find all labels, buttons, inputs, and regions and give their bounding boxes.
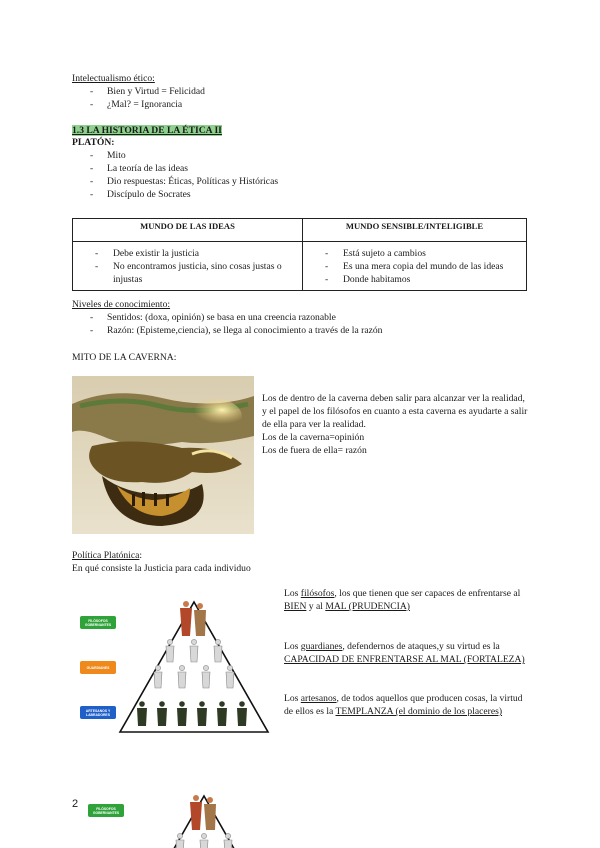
politica-title: Política Platónica xyxy=(72,550,140,561)
politica-block xyxy=(72,549,251,575)
platon-list xyxy=(72,149,278,201)
list-item: - La teoría de las ideas xyxy=(72,162,278,175)
pyramid-icon-2 xyxy=(126,790,282,848)
table-header-ideas: MUNDO DE LAS IDEAS xyxy=(73,219,303,242)
text-fragment: , de todos aquellos que producen cosas, la virtud de ellos es la xyxy=(284,693,523,717)
artesanos-term: artesanos xyxy=(300,693,337,704)
artesanos-text xyxy=(284,692,532,718)
mito-paragraph: Los de dentro de la caverna deben salir para alcanzar ver la realidad, y el papel de los filósofos en cuanto a esta caverna es ayudarte a salir de ella para ver la realidad. xyxy=(262,393,528,430)
guardians-figures xyxy=(154,639,234,688)
artisans-figures xyxy=(137,701,247,726)
politica-subtitle: En qué consiste la Justicia para cada individuo xyxy=(72,563,251,574)
mundos-table xyxy=(72,218,527,291)
pyramid-label-orange: GUARDIANES xyxy=(80,661,116,674)
guardianes-term: guardianes xyxy=(300,641,343,652)
intelectualismo-block xyxy=(72,72,532,111)
list-item: - Razón: (Episteme,ciencia), se llega al conocimiento a través de la razón xyxy=(72,324,542,337)
list-item: - Es una mera copia del mundo de las ideas xyxy=(303,260,524,273)
mal-term: MAL (PRUDENCIA) xyxy=(325,601,410,612)
guardianes-text xyxy=(284,640,532,666)
table-cell-ideas xyxy=(73,242,303,291)
pyramid-diagram xyxy=(76,596,276,736)
text-fragment: Los xyxy=(284,588,301,599)
section-heading: 1.3 LA HISTORIA DE LA ÉTICA II xyxy=(72,125,222,136)
pyramid-label-green: FILÓSOFOS GOBERNANTES xyxy=(80,616,116,629)
list-item: - Donde habitamos xyxy=(303,273,524,286)
page-number: 2 xyxy=(72,798,79,810)
mito-title: MITO DE LA CAVERNA: xyxy=(72,352,177,363)
intelectualismo-title: Intelectualismo ético: xyxy=(72,73,155,84)
mito-text xyxy=(262,392,530,457)
philosophers-figures xyxy=(180,601,206,636)
bien-term: BIEN xyxy=(284,601,307,612)
niveles-list xyxy=(72,311,542,337)
text-fragment: Los xyxy=(284,641,301,652)
platon-label: PLATÓN: xyxy=(72,137,115,148)
niveles-title: Niveles de conocimiento: xyxy=(72,299,171,310)
pyramid-label-blue: ARTESANOS Y LABRADORES xyxy=(80,706,116,719)
text-fragment: , los que tienen que ser capaces de enfrentarse al xyxy=(334,588,521,599)
templanza-term: TEMPLANZA (el dominio de los placeres) xyxy=(335,706,503,717)
cave-illustration xyxy=(72,376,254,534)
list-item: - Discípulo de Socrates xyxy=(72,188,278,201)
table-header-sensible: MUNDO SENSIBLE/INTELIGIBLE xyxy=(303,219,527,242)
list-item: - Sentidos: (doxa, opinión) se basa en una creencia razonable xyxy=(72,311,542,324)
text-fragment: y al xyxy=(306,601,326,612)
list-item: - Está sujeto a cambios xyxy=(303,247,524,260)
list-item: - ¿Mal? = Ignorancia xyxy=(72,98,532,111)
pyramid-label-green-2: FILÓSOFOS GOBERNANTES xyxy=(88,804,124,817)
list-item: - Bien y Virtud = Felicidad xyxy=(72,85,532,98)
filosofos-text xyxy=(284,587,532,613)
mito-line-2: Los de fuera de ella= razón xyxy=(262,445,367,456)
intelectualismo-list xyxy=(72,85,532,111)
filosofos-term: filósofos xyxy=(300,588,335,599)
section-block xyxy=(72,124,278,201)
list-item: - Debe existir la justicia xyxy=(73,247,300,260)
niveles-block xyxy=(72,298,542,337)
list-item: - Mito xyxy=(72,149,278,162)
fortaleza-term: CAPACIDAD DE ENFRENTARSE AL MAL (FORTALEZA) xyxy=(284,654,525,665)
pyramid-diagram-2 xyxy=(86,790,286,848)
text-fragment: , defendernos de ataques,y su virtud es la xyxy=(342,641,500,652)
mito-line-1: Los de la caverna=opinión xyxy=(262,432,365,443)
politica-title-suffix: : xyxy=(139,550,143,561)
list-item: - Dio respuestas: Éticas, Políticas y Históricas xyxy=(72,175,278,188)
list-item: - No encontramos justicia, sino cosas justas o injustas xyxy=(73,260,300,286)
table-cell-sensible xyxy=(303,242,527,291)
pyramid-icon xyxy=(116,596,272,734)
text-fragment: Los xyxy=(284,693,301,704)
